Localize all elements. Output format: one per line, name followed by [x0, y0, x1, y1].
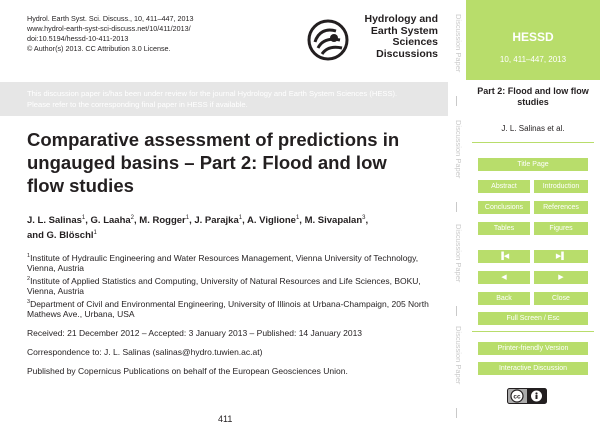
previous-page-button[interactable]: ◀: [478, 271, 530, 284]
strip-label: Discussion Paper: [454, 326, 463, 385]
sidebar-divider: [472, 331, 594, 332]
first-page-button[interactable]: ▐◀: [478, 250, 530, 263]
author: J. L. Salinas$^1$,: [27, 215, 91, 227]
journal-logo-text: [352, 14, 438, 60]
citation-line: Hydrol. Earth Syst. Sci. Discuss., 10, 411–447, 2013: [27, 14, 194, 23]
author: A. Viglione$^1$,: [247, 215, 305, 227]
fullscreen-button[interactable]: Full Screen / Esc: [478, 312, 588, 325]
last-page-button[interactable]: ▶▌: [534, 250, 588, 263]
figures-button[interactable]: Figures: [534, 222, 588, 235]
strip-label: Discussion Paper: [454, 14, 463, 73]
affiliation: $^2$Institute of Applied Statistics and Computing, University of Natural Resources and Life Sciences, BOKU, Vienna, Austria: [27, 275, 421, 297]
back-button[interactable]: Back: [478, 292, 530, 305]
journal-abbreviation: HESSD: [512, 30, 554, 44]
next-page-button[interactable]: ▶: [534, 271, 588, 284]
strip-separator: [456, 96, 457, 106]
printer-friendly-button[interactable]: Printer-friendly Version: [478, 342, 588, 355]
review-notice-text: This discussion paper is/has been under review for the journal Hydrology and Earth System Sciences (HESS). Please refer to the corresponding final paper in HESS if available.: [27, 89, 398, 109]
tables-button[interactable]: Tables: [478, 222, 530, 235]
sidebar-header: [466, 0, 600, 80]
affiliation: $^1$Institute of Hydraulic Engineering and Water Resources Management, Vienna University of Technology, Vienna, Austria: [27, 252, 419, 274]
citation-line: doi:10.5194/hessd-10-411-2013: [27, 34, 129, 43]
logo-line: Hydrology and: [364, 13, 438, 25]
strip-separator: [456, 408, 457, 418]
introduction-button[interactable]: Introduction: [534, 180, 588, 193]
logo-line: Earth System: [370, 24, 438, 37]
references-button[interactable]: References: [534, 201, 588, 214]
sidebar-divider: [472, 142, 594, 143]
logo-line: Sciences: [392, 36, 438, 48]
citation-line: © Author(s) 2013. CC Attribution 3.0 License.: [27, 44, 171, 53]
author: M. Rogger$^1$,: [139, 215, 195, 227]
correspondence: Correspondence to: J. L. Salinas (salinas@hydro.tuwien.ac.at): [27, 347, 263, 357]
conclusions-button[interactable]: Conclusions: [478, 201, 530, 214]
logo-line: Discussions: [376, 47, 438, 60]
publisher-line: Published by Copernicus Publications on behalf of the European Geosciences Union.: [27, 366, 348, 376]
author: M. Sivapalan$^3$,: [304, 215, 369, 227]
journal-logo: [306, 12, 436, 68]
navigation-sidebar: [466, 0, 600, 442]
author-list: [27, 212, 437, 242]
title-page-button[interactable]: Title Page: [478, 158, 588, 171]
sidebar-author: J. L. Salinas et al.: [501, 124, 565, 133]
strip-label: Discussion Paper: [454, 120, 463, 179]
publication-dates: Received: 21 December 2012 – Accepted: 3 January 2013 – Published: 14 January 2013: [27, 328, 363, 338]
abstract-button[interactable]: Abstract: [478, 180, 530, 193]
citation-block: [27, 14, 193, 54]
strip-label: Discussion Paper: [454, 224, 463, 283]
author: J. Parajka$^1$,: [194, 215, 248, 227]
review-notice-banner: [0, 82, 448, 116]
strip-separator: [456, 306, 457, 316]
close-button[interactable]: Close: [534, 292, 588, 305]
citation-line[interactable]: www.hydrol-earth-syst-sci-discuss.net/10/411/2013/: [27, 24, 191, 33]
page-number: 411: [218, 414, 233, 424]
cc-by-icon[interactable]: [507, 388, 547, 404]
author: and G. Blöschl$^1$: [27, 230, 97, 242]
affiliation: $^3$Department of Civil and Environmental Engineering, University of Illinois at Urbana-Champaign, 205 North Mathews Ave., Urbana, USA: [27, 298, 429, 319]
discussion-paper-strip: [448, 0, 466, 442]
egu-swirl-logo-icon: [306, 18, 350, 62]
interactive-discussion-button[interactable]: Interactive Discussion: [478, 362, 588, 375]
affiliation-list: [27, 251, 437, 319]
sidebar-part-title: Part 2: Flood and low flow studies: [477, 86, 589, 107]
journal-volume: 10, 411–447, 2013: [499, 55, 567, 64]
paper-title: Comparative assessment of predictions in ungauged basins – Part 2: Flood and low flow studies: [27, 129, 400, 196]
strip-separator: [456, 202, 457, 212]
author: G. Laaha$^2$,: [90, 215, 140, 227]
svg-text:cc: cc: [513, 393, 521, 401]
